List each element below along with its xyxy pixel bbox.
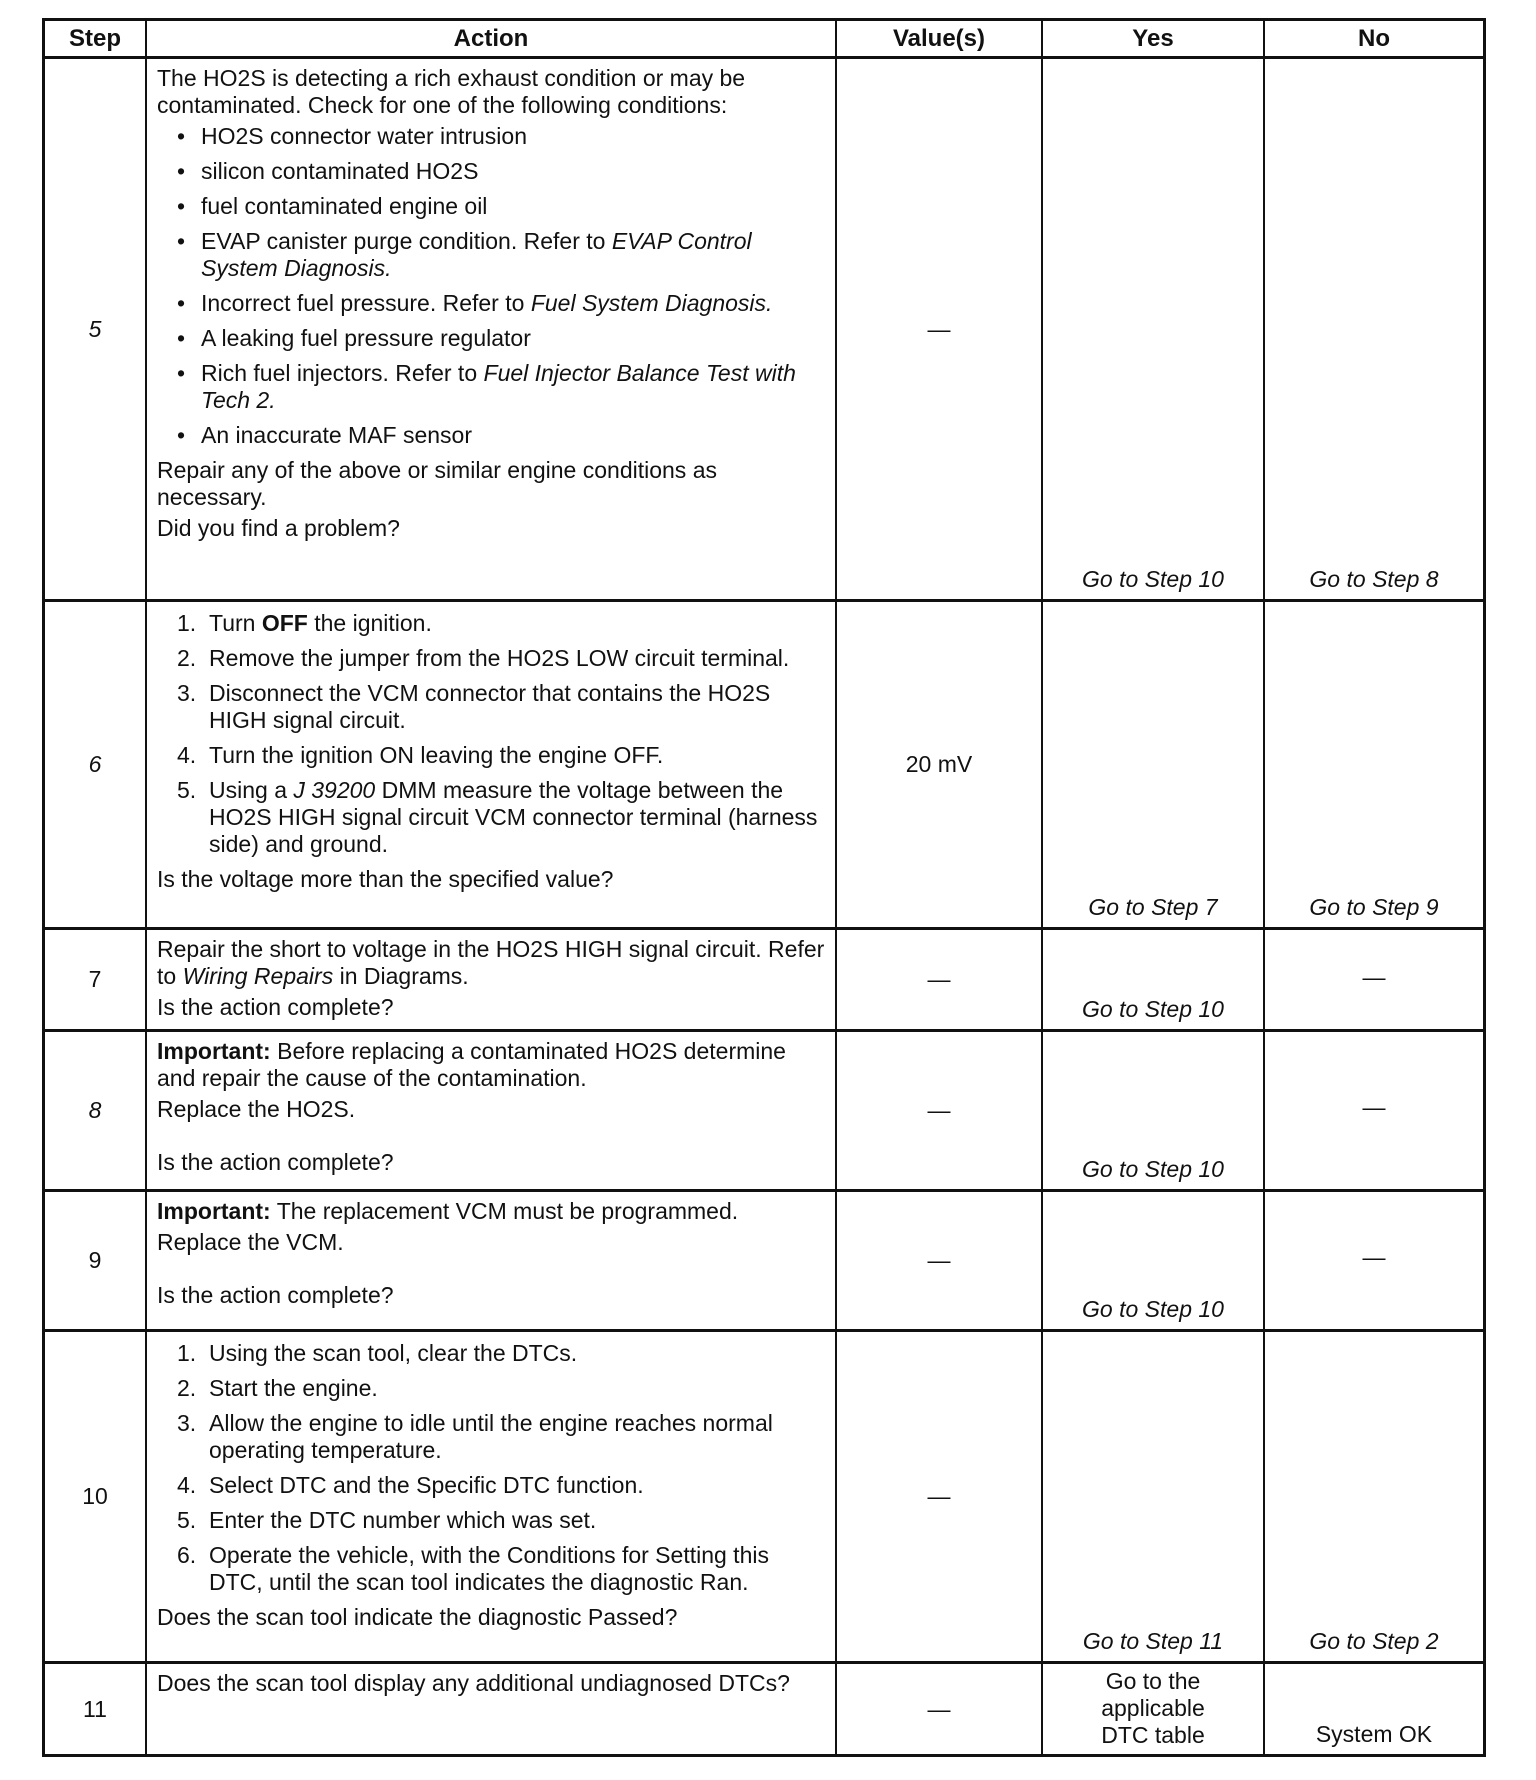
table-row [45,1032,1483,1192]
yes-cell [1043,602,1265,927]
value-cell: — [837,1032,1043,1189]
result-text: System OK [1315,1721,1433,1747]
no-cell [1265,1032,1483,1189]
goto-link: Go to Step 2 [1309,1628,1439,1654]
step-number: 9 [45,1192,147,1329]
action-cell [147,1664,837,1754]
step-number: 7 [45,930,147,1029]
header-yes: Yes [1043,21,1265,56]
list-item: 5. Using a J 39200 DMM measure the voltage between the HO2S HIGH signal circuit VCM connector terminal (harness side) and ground. [177,777,818,857]
goto-link: Go to Step 7 [1088,894,1218,920]
goto-link: Go to the [1105,1668,1201,1694]
step-number: 11 [45,1664,147,1754]
table-row [45,59,1483,602]
step-number: 10 [45,1332,147,1661]
no-cell [1265,1664,1483,1754]
list-item: • silicon contaminated HO2S [177,158,827,185]
important-note: Important: The replacement VCM must be programmed. [157,1198,739,1224]
header-values: Value(s) [837,21,1043,56]
goto-link: Go to Step 10 [1082,1296,1224,1322]
value-cell: 20 mV [837,602,1043,927]
no-value: — [1362,1094,1386,1120]
diagnostic-table [42,18,1486,1757]
yes-cell [1043,1032,1265,1189]
action-text: Repair any of the above or similar engine conditions as necessary. [157,457,717,510]
important-note: Important: Before replacing a contaminated HO2S determine and repair the cause of the contamination. [157,1038,786,1091]
header-step: Step [45,21,147,56]
reference-link: Fuel Injector Balance Test with Tech 2. [201,360,796,413]
yes-cell [1043,59,1265,599]
list-item: 2. Remove the jumper from the HO2S LOW circuit terminal. [177,645,790,671]
goto-link: Go to Step 10 [1082,996,1224,1022]
tool-reference: J 39200 [293,777,376,803]
question-text: Does the scan tool indicate the diagnostic Passed? [157,1604,678,1630]
yes-cell [1043,930,1265,1029]
step-number: 6 [45,602,147,927]
goto-link: applicable [1101,1695,1205,1721]
reference-link: Fuel System Diagnosis. [530,290,773,316]
no-value: — [1362,1244,1386,1270]
action-cell [147,930,837,1029]
step-number: 5 [45,59,147,599]
value-cell: — [837,59,1043,599]
action-text: Replace the HO2S. [157,1096,356,1122]
list-item: • EVAP canister purge condition. Refer to EVAP Control System Diagnosis. [177,228,827,282]
no-cell [1265,59,1483,599]
reference-link: EVAP Control System Diagnosis. [201,228,752,281]
list-item: 1. Turn OFF the ignition. [177,610,432,636]
condition-list [157,123,827,449]
list-item: 2. Start the engine. [177,1375,378,1401]
table-row [45,1664,1483,1754]
value-cell: — [837,1332,1043,1661]
value-cell: — [837,930,1043,1029]
list-item: 4. Turn the ignition ON leaving the engine OFF. [177,742,664,768]
question-text: Is the action complete? [157,1282,394,1308]
procedure-list [157,610,827,858]
action-text: The HO2S is detecting a rich exhaust condition or may be contaminated. Check for one of the following conditions: [157,65,746,118]
question-text: Is the action complete? [157,1149,394,1175]
table-header [45,21,1483,59]
value-cell: — [837,1664,1043,1754]
action-cell [147,602,837,927]
no-cell [1265,602,1483,927]
yes-cell [1043,1664,1265,1754]
no-value: — [1362,964,1386,990]
question-text: Does the scan tool display any additional undiagnosed DTCs? [157,1670,790,1696]
goto-link: DTC table [1101,1722,1205,1748]
action-cell [147,1032,837,1189]
list-item: • Incorrect fuel pressure. Refer to Fuel System Diagnosis. [177,290,827,317]
header-action: Action [147,21,837,56]
table-row [45,1332,1483,1664]
value-cell: — [837,1192,1043,1329]
table-row [45,1192,1483,1332]
action-text: Repair the short to voltage in the HO2S HIGH signal circuit. Refer to Wiring Repairs in Diagrams. [157,936,825,989]
procedure-list [157,1340,827,1596]
action-cell [147,1332,837,1661]
goto-link: Go to Step 10 [1082,566,1224,592]
step-number: 8 [45,1032,147,1189]
list-item: • fuel contaminated engine oil [177,193,827,220]
list-item: • A leaking fuel pressure regulator [177,325,827,352]
header-no: No [1358,25,1390,52]
goto-link: Go to Step 10 [1082,1156,1224,1182]
list-item: • Rich fuel injectors. Refer to Fuel Injector Balance Test with Tech 2. [177,360,827,414]
yes-cell [1043,1192,1265,1329]
list-item: 5. Enter the DTC number which was set. [177,1507,597,1533]
question-text: Did you find a problem? [157,515,400,541]
list-item: 6. Operate the vehicle, with the Conditions for Setting this DTC, until the scan tool indicates the diagnostic Ran. [177,1542,769,1595]
goto-link: Go to Step 9 [1309,894,1439,920]
table-row [45,930,1483,1032]
list-item: • HO2S connector water intrusion [177,123,827,150]
list-item: 3. Allow the engine to idle until the engine reaches normal operating temperature. [177,1410,773,1463]
reference-link: Wiring Repairs [182,963,334,989]
list-item: 4. Select DTC and the Specific DTC function. [177,1472,644,1498]
table-row [45,602,1483,930]
list-item: 1. Using the scan tool, clear the DTCs. [177,1340,578,1366]
yes-cell [1043,1332,1265,1661]
question-text: Is the action complete? [157,994,394,1020]
action-cell [147,59,837,599]
no-cell [1265,1192,1483,1329]
action-cell [147,1192,837,1329]
list-item: 3. Disconnect the VCM connector that contains the HO2S HIGH signal circuit. [177,680,771,733]
action-text: Replace the VCM. [157,1229,344,1255]
list-item: • An inaccurate MAF sensor [177,422,827,449]
no-cell [1265,930,1483,1029]
goto-link: Go to Step 11 [1082,1628,1224,1654]
no-cell [1265,1332,1483,1661]
question-text: Is the voltage more than the specified value? [157,866,614,892]
goto-link: Go to Step 8 [1309,566,1439,592]
